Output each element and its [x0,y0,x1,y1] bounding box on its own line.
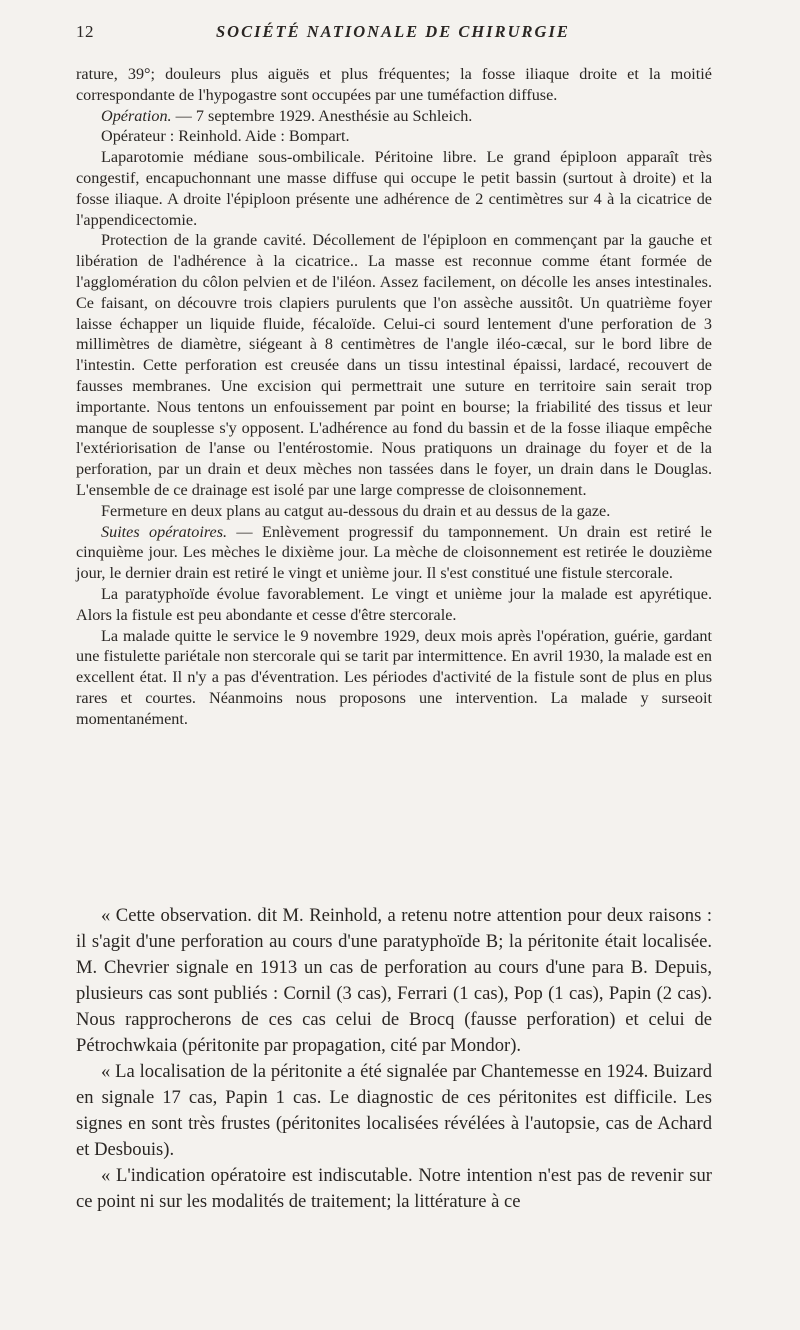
case-report [76,64,712,730]
paragraph-operator: Opérateur : Reinhold. Aide : Bompart. [101,127,350,146]
postop-label: Suites opératoires. [101,522,228,541]
paragraph-protection: Protection de la grande cavité. Décollement de l'épiploon en commençant par la gauche et libération de l'adhérence à la cicatrice.. La masse est reconnue comme étant formée de l'agglomération du côlon pelvien et de l'iléon. Assez facilement, on décolle les anses intestinales. Ce faisant, on découvre trois clapiers purulents que l'on assèche aussitôt. Un quatrième foyer laisse échapper un liquide fluide, fécaloïde. Celui-ci sourd lentement d'une perforation de 3 millimètres de diamètre, siégeant à 8 centimètres de l'angle iléo-cæcal, sur le bord libre de l'intestin. Cette perforation est creusée dans un tissu intestinal épaissi, lardacé, recouvert de fausses membranes. Une excision qui permettrait une suture en territoire sain serait trop importante. Nous tentons un enfouissement par point en bourse; la friabilité des tissus et leur manque de souplesse s'y opposent. L'adhérence au fond du bassin et de la fosse iliaque empêche l'extériorisation de l'anse ou l'entérostomie. Nous pratiquons un drainage du foyer et de la perforation, par un drain et deux mèches non tassées dans le foyer, un drain dans le Douglas. L'ensemble de ce drainage est isolé par une large compresse de cloisonnement. [76,231,712,499]
commentary [76,903,712,1215]
running-title: SOCIÉTÉ NATIONALE DE CHIRURGIE [216,22,570,41]
operation-text: — 7 septembre 1929. Anesthésie au Schleich. [171,106,473,125]
paragraph-postop [76,522,712,584]
paragraph-closure: Fermeture en deux plans au catgut au-dessous du drain et au dessus de la gaze. [101,501,611,520]
page-header [76,22,712,46]
paragraph-laparotomy: Laparotomie médiane sous-ombilicale. Péritoine libre. Le grand épiploon apparaît très congestif, encapuchonnant une masse diffuse qui occupe le petit bassin (surtout à droite) et la fosse iliaque. A droite l'épiploon présente une adhérence de 2 centimètres sur 4 à la cicatrice de l'appendicectomie. [76,148,712,229]
postop-text: — Enlèvement progressif du tamponnement. Un drain est retiré le cinquième jour. Les mèches le dixième jour. La mèche de cloisonnement est retirée le douzième jour, le dernier drain est retiré le vingt et unième jour. Il s'est constitué une fistule stercorale. [76,522,712,583]
paragraph-observation: « Cette observation. dit M. Reinhold, a retenu notre attention pour deux raisons : il s'agit d'une perforation au cours d'une paratyphoïde B; la péritonite était localisée. M. Chevrier signale en 1913 un cas de perforation au cours d'une para B. Depuis, plusieurs cas sont publiés : Cornil (3 cas), Ferrari (1 cas), Pop (1 cas), Papin (2 cas). Nous rapprocherons de ces cas celui de Brocq (fausse perforation) et celui de Pétrochwkaia (péritonite par propagation, cité par Mondor). [76,905,712,1056]
paragraph-discharge: La malade quitte le service le 9 novembre 1929, deux mois après l'opération, guérie, gardant une fistulette pariétale non stercorale qui se tarit par intermittence. En avril 1930, la malade est en excellent état. Il n'y a pas d'éventration. Les périodes d'activité de la fistule sont de plus en plus rares et courtes. Néanmoins nous proposons une intervention. La malade y surseoit momentanément. [76,626,712,728]
paragraph-indication: « L'indication opératoire est indiscutable. Notre intention n'est pas de revenir sur ce point ni sur les modalités de traitement; la littérature à ce [76,1165,712,1212]
paragraph-fever: rature, 39°; douleurs plus aiguës et plus fréquentes; la fosse iliaque droite et la moitié correspondante de l'hypogastre sont occupées par une tuméfaction diffuse. [76,65,712,104]
page-number: 12 [76,22,94,41]
operation-label: Opération. [101,106,172,125]
paragraph-paratyphoid: La paratyphoïde évolue favorablement. Le vingt et unième jour la malade est apyrétique. Alors la fistule est peu abondante et cesse d'être stercorale. [76,584,712,624]
paragraph-localisation: « La localisation de la péritonite a été signalée par Chantemesse en 1924. Buizard en signale 17 cas, Papin 1 cas. Le diagnostic de ces péritonites est difficile. Les signes en sont très frustes (péritonites localisées révélées à l'autopsie, cas de Achard et Desbouis). [76,1061,712,1160]
paragraph-operation [76,106,712,127]
